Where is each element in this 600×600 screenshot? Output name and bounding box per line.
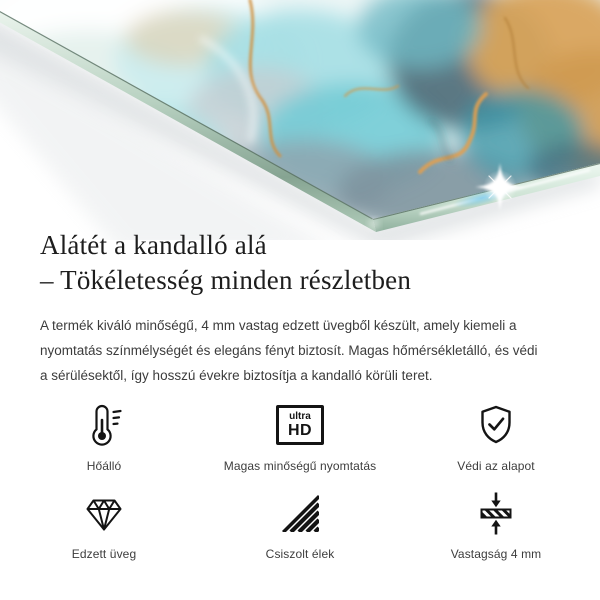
page-title: [40, 228, 560, 298]
feature-print-quality: [202, 401, 398, 473]
feature-label: Védi az alapot: [457, 459, 535, 473]
ultra-hd-icon: [276, 405, 324, 445]
polished-edges-icon: [276, 489, 324, 537]
product-image: [0, 0, 600, 240]
feature-tempered-glass: [6, 489, 202, 561]
feature-label: Csiszolt élek: [265, 547, 335, 561]
feature-protects-base: [398, 401, 594, 473]
feature-heat-resistant: [6, 401, 202, 473]
feature-thickness: [398, 489, 594, 561]
page-title-line1: Alátét a kandalló alá: [40, 230, 267, 260]
shield-check-icon: [472, 401, 520, 449]
feature-label: Vastagság 4 mm: [450, 547, 542, 561]
page-title-line2: – Tökéletesség minden részletben: [40, 265, 412, 295]
ultra-hd-icon-text-top: ultra: [289, 410, 311, 422]
ultra-hd-icon-text-bottom: HD: [287, 421, 313, 439]
glass-panel-illustration: [0, 0, 600, 240]
feature-label: Magas minőségű nyomtatás: [223, 459, 377, 473]
diamond-icon: [80, 489, 128, 537]
feature-label: Hőálló: [86, 459, 122, 473]
thickness-icon: [472, 489, 520, 537]
feature-grid: [6, 401, 594, 561]
product-description: A termék kiváló minőségű, 4 mm vastag edzett üvegből készült, amely kiemeli a nyomtatás színmélységét és elegáns fényt biztosít. Magas hőmérsékletálló, és védi a sérülésektől, így hosszú évekre biztosítja a kandalló körüli teret.: [40, 318, 538, 383]
feature-label: Edzett üveg: [71, 547, 137, 561]
thermometer-icon: [80, 401, 128, 449]
feature-polished-edges: [202, 489, 398, 561]
